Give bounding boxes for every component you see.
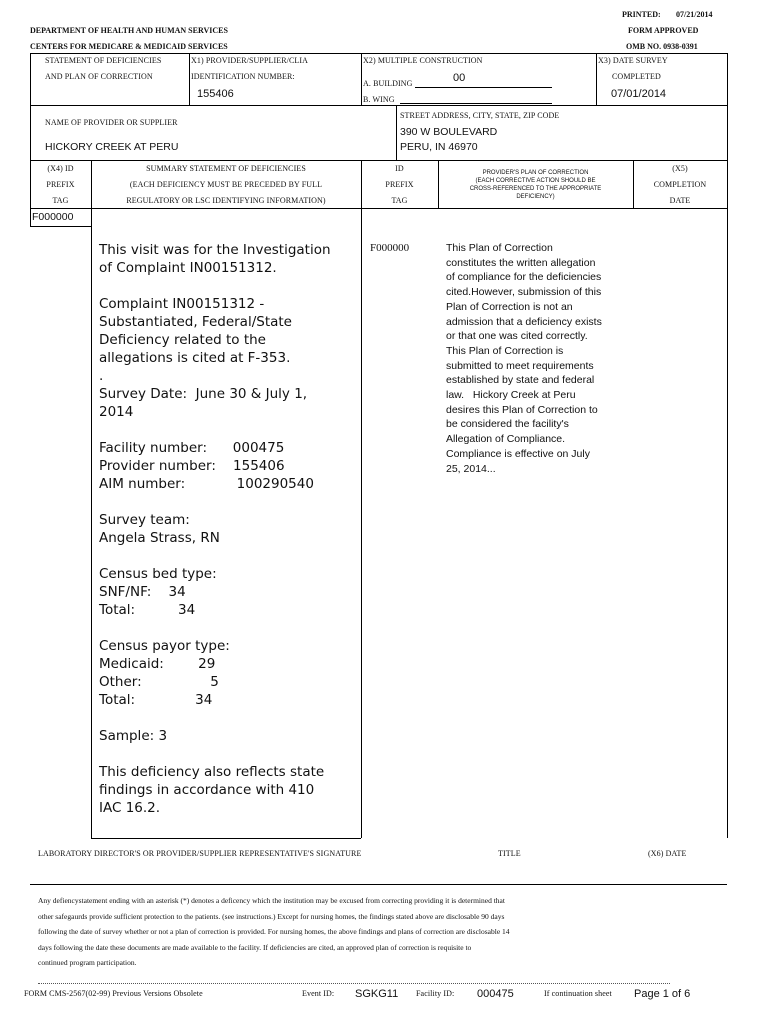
address-label: STREET ADDRESS, CITY, STATE, ZIP CODE — [400, 111, 560, 120]
plan-of-correction: This Plan of Correction constitutes the written allegation of compliance for the deficiencies cited.However, submission of this Plan of Correction is not an admission that a deficiency exists or that one was cited correctly. This Plan of Correction is submitted to meet requirements established by state and federal law. Hickory Creek at Peru desires this Plan of Correction to be considered the facility's Allegation of Compliance. Compliance is effective on July 25, 2014... — [446, 242, 602, 475]
printed-date: 07/21/2014 — [676, 10, 713, 19]
tag-label-right: TAG — [391, 196, 408, 205]
identification-number: 155406 — [197, 88, 234, 100]
continuation-label: If continuation sheet — [544, 989, 612, 998]
prefix-label: PREFIX — [46, 180, 75, 189]
completion-label: COMPLETION — [653, 180, 707, 189]
prefix-label-right: PREFIX — [385, 180, 414, 189]
x4-id-label: (X4) ID — [47, 164, 74, 173]
tag-label: TAG — [52, 196, 69, 205]
department-name: DEPARTMENT OF HEALTH AND HUMAN SERVICES — [30, 26, 228, 35]
correction-tag: F000000 — [370, 242, 410, 254]
date-label: DATE — [669, 196, 691, 205]
summary-subheading: (EACH DEFICIENCY MUST BE PRECEDED BY FULL — [129, 180, 323, 189]
provider-name-label: NAME OF PROVIDER OR SUPPLIER — [45, 118, 178, 127]
director-signature-label: LABORATORY DIRECTOR'S OR PROVIDER/SUPPLIER REPRESENTATIVE'S SIGNATURE — [38, 849, 362, 858]
wing-label: B. WING — [363, 95, 395, 104]
deficiency-tag: F000000 — [32, 211, 74, 223]
plan-heading: PROVIDER'S PLAN OF CORRECTION — [482, 170, 589, 176]
disclaimer-text: Any defiencystatement ending with an asterisk (*) denotes a deficency which the institution may be excused from correcting providing it is determined that other safegaurds provide sufficient protection to the patients. (see instructions.) Except for nursing homes, the findings stated above are disclosable 90 days following the date of survey whether or not a plan of correction is provided. For nursing homes, the above findings and plans of correction are disclosable 14 days following the date these documents are made available to the facility. If deficiencies are cited, an approved plan of correction is requisite to continued program participation. — [38, 896, 510, 967]
centers-name: CENTERS FOR MEDICARE & MEDICAID SERVICES — [30, 42, 228, 51]
plan-subheading-2: CROSS-REFERENCED TO THE APPROPRIATE — [469, 186, 602, 192]
summary-subheading-2: REGULATORY OR LSC IDENTIFYING INFORMATION) — [126, 196, 326, 205]
building-value: 00 — [453, 72, 466, 84]
address-street: 390 W BOULEVARD — [400, 126, 498, 138]
event-id-label: Event ID: — [302, 989, 335, 998]
summary-statement: This visit was for the Investigation of Complaint IN00151312. Complaint IN00151312 - Substantiated, Federal/State Deficiency related to the allegations is cited at F-353. . Survey Date: June 30 & July 1, 2014 Facility number: 000475 Provider number: 155406 AIM number: 100290540 Survey team: Angela Strass, RN Census bed type: SNF/NF: 34 Total: 34 Census payor type: Medicaid: 29 Other: 5 Total: 34 Sample: 3 This deficiency also reflects state findings in accordance with 410 IAC 16.2. — [99, 242, 331, 816]
x6-date-label: (X6) DATE — [648, 849, 687, 858]
identification-label: IDENTIFICATION NUMBER: — [191, 72, 295, 81]
x5-label: (X5) — [672, 164, 688, 173]
facility-id-label: Facility ID: — [416, 989, 455, 998]
form-approved: FORM APPROVED — [628, 26, 699, 35]
building-label: A. BUILDING — [363, 79, 413, 88]
plan-subheading-3: DEFICIENCY) — [516, 194, 555, 200]
page-number: Page 1 of 6 — [634, 988, 691, 1000]
plan-subheading-1: (EACH CORRECTIVE ACTION SHOULD BE — [475, 178, 596, 184]
address-city: PERU, IN 46970 — [400, 141, 478, 153]
event-id-value: SGKG11 — [355, 988, 399, 1000]
survey-date: 07/01/2014 — [611, 88, 667, 100]
statement-label: STATEMENT OF DEFICIENCIES — [45, 56, 162, 65]
plan-label: AND PLAN OF CORRECTION — [45, 72, 153, 81]
omb-number: OMB NO. 0938-0391 — [626, 42, 698, 51]
id-label-right: ID — [395, 164, 404, 173]
x1-label: X1) PROVIDER/SUPPLIER/CLIA — [191, 56, 309, 65]
title-label: TITLE — [498, 849, 521, 858]
form-number: FORM CMS-2567(02-99) Previous Versions Obsolete — [24, 989, 203, 998]
provider-name: HICKORY CREEK AT PERU — [45, 141, 179, 153]
x3-label: X3) DATE SURVEY — [598, 56, 668, 65]
summary-heading: SUMMARY STATEMENT OF DEFICIENCIES — [146, 164, 306, 173]
printed-label: PRINTED: — [622, 10, 661, 19]
facility-id-value: 000475 — [477, 988, 514, 1000]
completed-label: COMPLETED — [612, 72, 661, 81]
x2-label: X2) MULTIPLE CONSTRUCTION — [363, 56, 483, 65]
